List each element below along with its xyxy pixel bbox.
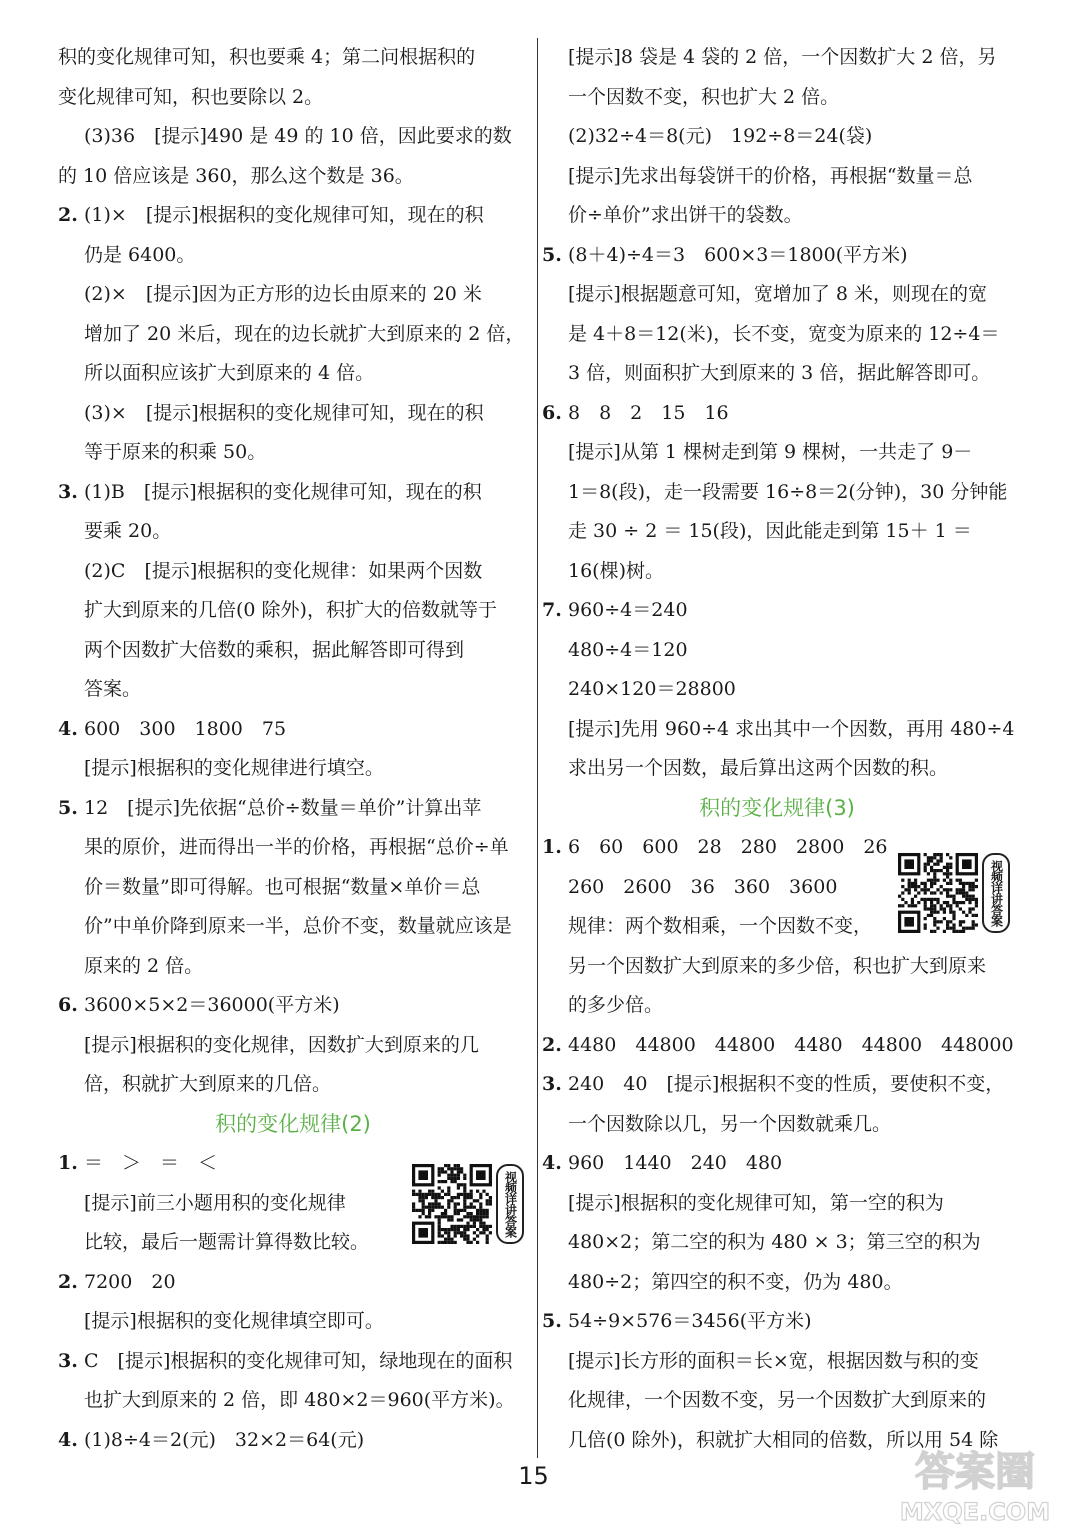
- text-line: [提示]先用 960÷4 求出其中一个因数，再用 480÷4: [568, 717, 1015, 740]
- text-line: 1＝8(段)，走一段需要 16÷8＝2(分钟)，30 分钟能: [568, 480, 1008, 503]
- right-column: [542, 38, 1015, 1460]
- question-line: [542, 236, 1012, 276]
- question-line: [542, 394, 1012, 434]
- answer-text: 960÷4＝240: [568, 599, 688, 621]
- column-divider: [537, 38, 538, 1458]
- qr-code-icon: [898, 853, 978, 933]
- answer-text: C [提示]根据积的变化规律可知，绿地现在的面积: [84, 1349, 513, 1372]
- qr-label: 视频详讲答案: [982, 853, 1010, 933]
- text-line: (3)36 [提示]490 是 49 的 10 倍，因此要求的数: [84, 125, 512, 147]
- answer-text: 600 300 1800 75: [84, 717, 287, 740]
- question-number: 6.: [542, 401, 562, 424]
- text-line: 也扩大到原来的 2 倍，即 480×2＝960(平方米)。: [84, 1389, 515, 1411]
- text-line: 所以面积应该扩大到原来的 4 倍。: [84, 362, 375, 384]
- question-number: 5.: [542, 243, 562, 266]
- question-line: [58, 710, 528, 750]
- text-line: 260 2600 36 360 3600: [568, 875, 838, 898]
- question-number: 1.: [542, 836, 562, 858]
- question-line: [542, 1144, 1012, 1184]
- text-line: 几倍(0 除外)，积就扩大相同的倍数，所以用 54 除: [568, 1428, 999, 1451]
- page-number: 15: [518, 1462, 549, 1490]
- qr-code-video-answer[interactable]: [896, 851, 1014, 937]
- text-line: 3 倍，则面积扩大到原来的 3 倍，据此解答即可。: [568, 362, 991, 384]
- question-number: 3.: [58, 1349, 78, 1372]
- text-line: (3)× [提示]根据积的变化规律可知，现在的积: [84, 401, 484, 424]
- question-line: [58, 986, 528, 1026]
- question-number: 6.: [58, 994, 78, 1016]
- question-line: [58, 1421, 528, 1461]
- section-heading: 积的变化规律(3): [699, 795, 855, 820]
- text-line: 要乘 20。: [84, 520, 172, 542]
- text-line: [提示]根据题意可知，宽增加了 8 米，则现在的宽: [568, 283, 987, 305]
- section-heading: 积的变化规律(2): [215, 1111, 371, 1136]
- question-number: 2.: [58, 1270, 78, 1293]
- text-line: (2)32÷4＝8(元) 192÷8＝24(袋): [568, 125, 873, 147]
- text-line: [提示]根据积的变化规律进行填空。: [84, 757, 384, 779]
- text-line: 两个因数扩大倍数的乘积，据此解答即可得到: [84, 638, 465, 661]
- question-number: 4.: [542, 1152, 562, 1174]
- text-line: 比较，最后一题需计算得数比较。: [84, 1231, 370, 1253]
- question-number: 3.: [542, 1073, 562, 1095]
- watermark-title: 答案圈: [915, 1449, 1035, 1495]
- question-line: [542, 1026, 1012, 1066]
- answer-text: (8＋4)÷4＝3 600×3＝1800(平方米): [568, 243, 908, 266]
- text-line: 答案。: [84, 678, 142, 700]
- answer-text: 54÷9×576＝3456(平方米): [568, 1310, 812, 1332]
- watermark-logo: [890, 1440, 1060, 1530]
- text-line: 倍，积就扩大到原来的几倍。: [84, 1073, 332, 1095]
- answer-text: 12 [提示]先依据“总价÷数量＝单价”计算出苹: [84, 796, 482, 819]
- text-line: (2)× [提示]因为正方形的边长由原来的 20 米: [84, 283, 482, 305]
- text-line: 16(棵)树。: [568, 559, 665, 582]
- text-line: [提示]前三小题用积的变化规律: [84, 1191, 346, 1214]
- text-line: 积的变化规律可知，积也要乘 4；第二问根据积的: [58, 46, 476, 68]
- text-line: [提示]根据积的变化规律可知，第一空的积为: [568, 1191, 944, 1214]
- text-line: 价÷单价”求出饼干的袋数。: [568, 204, 803, 226]
- text-line: 另一个因数扩大到原来的多少倍，积也扩大到原来: [568, 954, 987, 977]
- qr-label: 视频详讲答案: [496, 1164, 524, 1244]
- text-line: 化规律，一个因数不变，另一个因数扩大到原来的: [568, 1389, 987, 1411]
- text-line: 480×2；第二空的积为 480 × 3；第三空的积为: [568, 1231, 981, 1253]
- text-line: [提示]先求出每袋饼干的价格，再根据“数量＝总: [568, 164, 973, 187]
- text-line: 240×120＝28800: [568, 678, 736, 700]
- text-line: 的多少倍。: [568, 994, 664, 1016]
- answer-text: 7200 20: [84, 1270, 176, 1293]
- text-line: 规律：两个数相乘，一个因数不变，: [568, 915, 873, 937]
- text-line: [提示]根据积的变化规律填空即可。: [84, 1310, 384, 1332]
- text-line: 价”中单价降到原来一半，总价不变，数量就应该是: [84, 915, 512, 937]
- question-number: 2.: [542, 1033, 562, 1056]
- text-line: 480÷2；第四空的积不变，仍为 480。: [568, 1270, 903, 1293]
- question-line: [542, 591, 1012, 631]
- watermark-url: MXQE.COM: [899, 1498, 1051, 1526]
- question-line: [58, 1263, 528, 1303]
- question-number: 1.: [58, 1152, 78, 1174]
- text-line: 价＝数量”即可得解。也可根据“数量×单价＝总: [84, 875, 481, 898]
- question-number: 3.: [58, 480, 78, 503]
- question-number: 4.: [58, 717, 78, 740]
- text-line: 走 30 ÷ 2 ＝ 15(段)，因此能走到第 15＋ 1 ＝: [568, 520, 972, 542]
- answer-text: 240 40 [提示]根据积不变的性质，要使积不变，: [568, 1073, 1005, 1095]
- answer-text: (1)× [提示]根据积的变化规律可知，现在的积: [84, 204, 484, 226]
- answer-text: 4480 44800 44800 4480 44800 448000: [568, 1033, 1014, 1056]
- answer-text: (1)B [提示]根据积的变化规律可知，现在的积: [84, 480, 482, 503]
- text-line: 果的原价，进而得出一半的价格，再根据“总价÷单: [84, 836, 509, 858]
- question-line: [58, 473, 528, 513]
- qr-code-icon: [412, 1164, 492, 1244]
- text-line: 扩大到原来的几倍(0 除外)，积扩大的倍数就等于: [84, 599, 497, 621]
- answer-text: 8 8 2 15 16: [568, 401, 729, 424]
- question-line: [542, 1065, 1012, 1105]
- answer-text: 3600×5×2＝36000(平方米): [84, 994, 340, 1016]
- text-line: 增加了 20 米后，现在的边长就扩大到原来的 2 倍，: [84, 322, 525, 345]
- text-line: 变化规律可知，积也要除以 2。: [58, 85, 324, 108]
- question-number: 5.: [58, 796, 78, 819]
- text-line: 仍是 6400。: [84, 243, 196, 266]
- text-line: 是 4＋8＝12(米)，长不变，宽变为原来的 12÷4＝: [568, 322, 1000, 345]
- text-line: 一个因数除以几，另一个因数就乘几。: [568, 1112, 892, 1135]
- answer-text: 6 60 600 28 280 2800 26: [568, 836, 888, 858]
- text-line: [提示]根据积的变化规律，因数扩大到原来的几: [84, 1033, 479, 1056]
- question-line: [58, 1342, 528, 1382]
- question-number: 5.: [542, 1310, 562, 1332]
- question-number: 7.: [542, 599, 562, 621]
- question-line: [58, 789, 528, 829]
- text-line: 求出另一个因数，最后算出这两个因数的积。: [568, 757, 949, 779]
- text-line: [提示]长方形的面积＝长×宽，根据因数与积的变: [568, 1349, 979, 1372]
- text-line: 原来的 2 倍。: [84, 954, 204, 977]
- text-line: 的 10 倍应该是 360，那么这个数是 36。: [58, 164, 414, 187]
- answer-text: ＝ ＞ ＝ ＜: [84, 1152, 218, 1174]
- question-line: [58, 196, 528, 236]
- answer-text: 960 1440 240 480: [568, 1152, 783, 1174]
- qr-code-video-answer[interactable]: [410, 1162, 528, 1248]
- text-line: (2)C [提示]根据积的变化规律：如果两个因数: [84, 559, 483, 582]
- question-number: 4.: [58, 1428, 78, 1451]
- answer-text: (1)8÷4＝2(元) 32×2＝64(元): [84, 1428, 365, 1451]
- question-line: [542, 1302, 1012, 1342]
- text-line: 一个因数不变，积也扩大 2 倍。: [568, 85, 840, 108]
- text-line: [提示]8 袋是 4 袋的 2 倍，一个因数扩大 2 倍，另: [568, 46, 997, 68]
- text-line: [提示]从第 1 棵树走到第 9 棵树，一共走了 9－: [568, 441, 973, 463]
- question-number: 2.: [58, 204, 78, 226]
- text-line: 等于原来的积乘 50。: [84, 441, 267, 463]
- text-line: 480÷4＝120: [568, 638, 688, 661]
